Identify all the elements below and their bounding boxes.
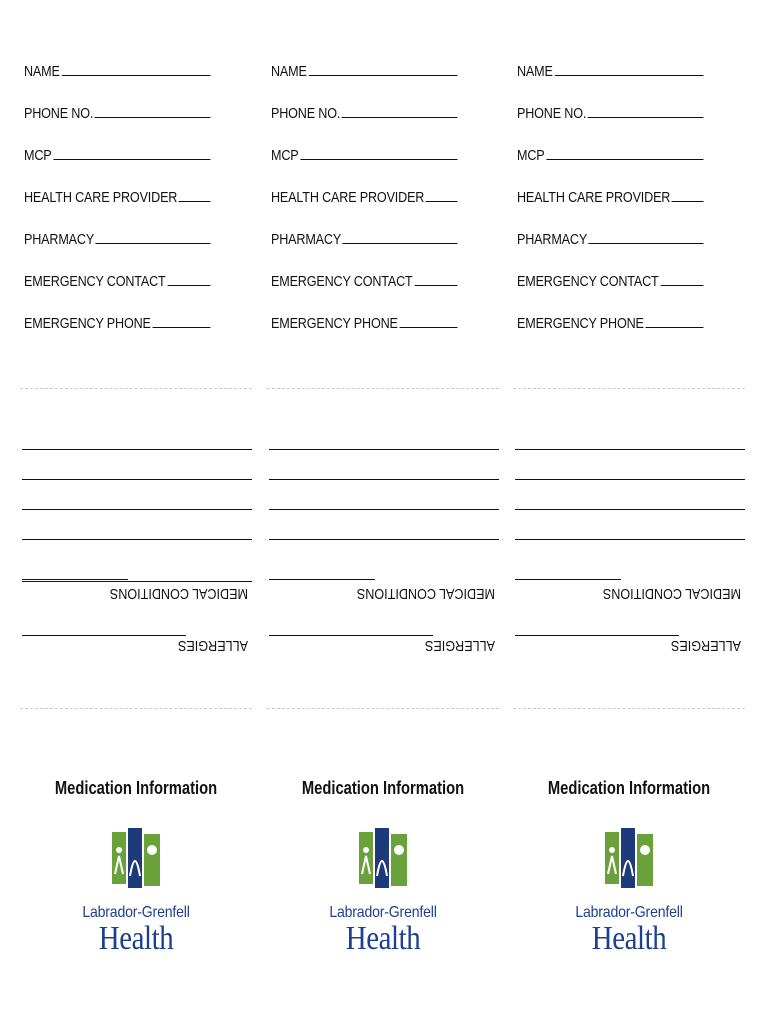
name-line[interactable] — [61, 75, 210, 76]
writing-line[interactable] — [269, 635, 433, 636]
mcp-field[interactable]: MCP — [517, 140, 703, 164]
mcp-field[interactable]: MCP — [24, 140, 210, 164]
logo-icon — [357, 826, 409, 890]
card-2 — [267, 0, 499, 1024]
writing-line[interactable] — [515, 479, 745, 480]
emergency-contact-field[interactable]: EMERGENCY CONTACT — [271, 266, 457, 290]
card-3 — [513, 0, 745, 1024]
fold-line-top — [513, 388, 745, 389]
mcp-field[interactable]: MCP — [271, 140, 457, 164]
pharmacy-line[interactable] — [343, 243, 458, 244]
writing-line[interactable] — [269, 579, 375, 580]
health-care-provider-field[interactable]: HEALTH CARE PROVIDER — [271, 182, 457, 206]
writing-line[interactable] — [515, 509, 745, 510]
writing-line[interactable] — [22, 581, 252, 582]
phone-field[interactable]: PHONE NO. — [24, 98, 210, 122]
fold-line-top — [20, 388, 252, 389]
brand-line-2: Health — [345, 920, 421, 957]
emergency-phone-field[interactable]: EMERGENCY PHONE — [24, 308, 210, 332]
writing-line[interactable] — [269, 539, 499, 540]
provider-line[interactable] — [672, 201, 704, 202]
pharmacy-field[interactable]: PHARMACY — [24, 224, 210, 248]
emergency-phone-line[interactable] — [152, 327, 210, 328]
brand-line-1: Labrador-Grenfell — [82, 904, 190, 921]
writing-line[interactable] — [515, 539, 745, 540]
medical-conditions-label: MEDICAL CONDITIONS — [356, 585, 495, 602]
name-field[interactable]: NAME — [271, 56, 457, 80]
allergies-label: ALLERGIES — [177, 637, 248, 654]
emergency-contact-line[interactable] — [167, 285, 210, 286]
allergies-label: ALLERGIES — [424, 637, 495, 654]
emergency-phone-line[interactable] — [645, 327, 703, 328]
medical-conditions-label: MEDICAL CONDITIONS — [602, 585, 741, 602]
mcp-line[interactable] — [300, 159, 457, 160]
brand-line-2: Health — [98, 920, 174, 957]
emergency-phone-line[interactable] — [399, 327, 457, 328]
writing-line[interactable] — [269, 449, 499, 450]
writing-line[interactable] — [269, 509, 499, 510]
pharmacy-line[interactable] — [589, 243, 704, 244]
medication-information-title: Medication Information — [301, 778, 465, 798]
fold-line-top — [267, 388, 499, 389]
provider-line[interactable] — [426, 201, 458, 202]
name-field[interactable]: NAME — [517, 56, 703, 80]
emergency-contact-field[interactable]: EMERGENCY CONTACT — [517, 266, 703, 290]
provider-line[interactable] — [179, 201, 211, 202]
pharmacy-field[interactable]: PHARMACY — [517, 224, 703, 248]
phone-line[interactable] — [342, 117, 458, 118]
allergies-section — [513, 610, 745, 680]
fold-line-bottom — [513, 708, 745, 709]
phone-field[interactable]: PHONE NO. — [517, 98, 703, 122]
writing-line[interactable] — [269, 479, 499, 480]
phone-line[interactable] — [95, 117, 211, 118]
emergency-contact-line[interactable] — [660, 285, 703, 286]
phone-line[interactable] — [588, 117, 704, 118]
logo-icon — [603, 826, 655, 890]
medical-conditions-section — [267, 430, 499, 610]
medical-conditions-section — [513, 430, 745, 610]
writing-line[interactable] — [22, 539, 252, 540]
brand-line-1: Labrador-Grenfell — [329, 904, 437, 921]
fold-line-bottom — [267, 708, 499, 709]
medication-information-title: Medication Information — [54, 778, 218, 798]
emergency-contact-line[interactable] — [414, 285, 457, 286]
writing-line[interactable] — [22, 509, 252, 510]
writing-line[interactable] — [22, 479, 252, 480]
emergency-phone-field[interactable]: EMERGENCY PHONE — [517, 308, 703, 332]
mcp-line[interactable] — [53, 159, 210, 160]
phone-field[interactable]: PHONE NO. — [271, 98, 457, 122]
name-line[interactable] — [308, 75, 457, 76]
emergency-contact-field[interactable]: EMERGENCY CONTACT — [24, 266, 210, 290]
health-care-provider-field[interactable]: HEALTH CARE PROVIDER — [517, 182, 703, 206]
name-line[interactable] — [554, 75, 703, 76]
medical-conditions-label: MEDICAL CONDITIONS — [109, 585, 248, 602]
pharmacy-field[interactable]: PHARMACY — [271, 224, 457, 248]
emergency-phone-field[interactable]: EMERGENCY PHONE — [271, 308, 457, 332]
writing-line[interactable] — [22, 635, 186, 636]
mcp-line[interactable] — [546, 159, 703, 160]
fold-line-bottom — [20, 708, 252, 709]
brand-line-1: Labrador-Grenfell — [575, 904, 683, 921]
brand-line-2: Health — [591, 920, 667, 957]
writing-line[interactable] — [515, 635, 679, 636]
writing-line[interactable] — [22, 449, 252, 450]
medication-information-title: Medication Information — [547, 778, 711, 798]
allergies-section — [267, 610, 499, 680]
writing-line[interactable] — [22, 579, 128, 580]
writing-line[interactable] — [515, 579, 621, 580]
health-care-provider-field[interactable]: HEALTH CARE PROVIDER — [24, 182, 210, 206]
allergies-section — [20, 610, 252, 680]
writing-line[interactable] — [515, 449, 745, 450]
allergies-label: ALLERGIES — [670, 637, 741, 654]
logo-icon — [110, 826, 162, 890]
pharmacy-line[interactable] — [96, 243, 211, 244]
card-1 — [20, 0, 252, 1024]
name-field[interactable]: NAME — [24, 56, 210, 80]
medical-conditions-section — [20, 430, 252, 610]
